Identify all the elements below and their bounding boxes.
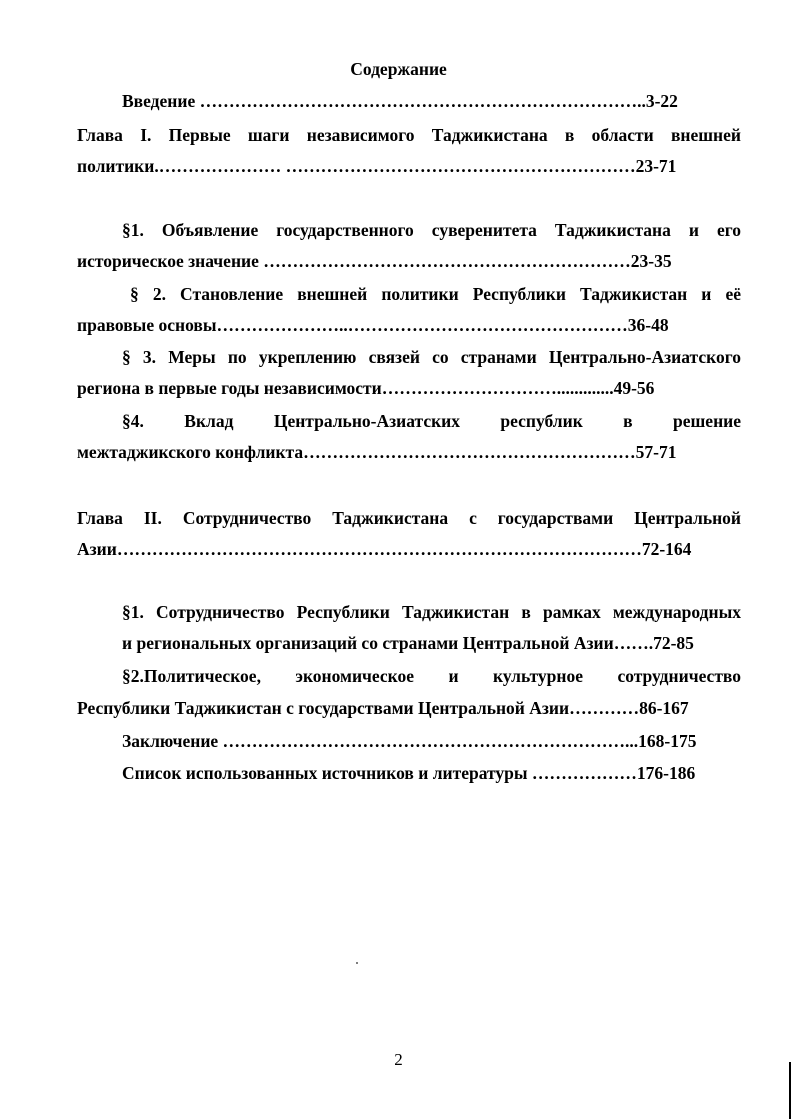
toc-chapter1-line2: политики.………………… ……………………………………………………23-71 [77, 156, 677, 176]
toc-ch1-section1-line2: историческое значение ………………………………………………………23-35 [77, 251, 672, 271]
toc-ch1-section2-line1: § 2. Становление внешней политики Республики Таджикистан и её [130, 284, 741, 304]
scan-speck [356, 962, 358, 964]
toc-ch2-section1-line1: §1. Сотрудничество Республики Таджикистан в рамках международных [122, 602, 741, 622]
scan-margin-line [789, 1062, 791, 1119]
page-title: Содержание [350, 59, 447, 79]
toc-ch2-section1-line2: и региональных организаций со странами Центральной Азии…….72-85 [122, 633, 694, 653]
toc-ch1-section4-line1: §4. Вклад Центрально-Азиатских республик в решение [122, 411, 741, 431]
toc-ch1-section3-line1: § 3. Меры по укреплению связей со странами Центрально-Азиатского [122, 347, 741, 367]
toc-ch2-section2-line1: §2.Политическое, экономическое и культурное сотрудничество [122, 666, 741, 686]
toc-conclusion: Заключение ……………………………………………………………...168-175 [122, 731, 697, 751]
page-number: 2 [394, 1050, 403, 1069]
toc-ch1-section3-line2: региона в первые годы независимости………………………….............49-56 [77, 378, 655, 398]
toc-chapter2-line2: Азии………………………………………………………………………………72-164 [77, 539, 692, 559]
toc-ch1-section1-line1: §1. Объявление государственного суверенитета Таджикистана и его [122, 220, 741, 240]
toc-sources: Список использованных источников и литературы ………………176-186 [122, 763, 696, 783]
toc-ch1-section2-line2: правовые основы…………………..…………………………………………36-48 [77, 315, 669, 335]
toc-intro: Введение …………………………………………………………………..3-22 [122, 91, 678, 111]
toc-chapter2-line1: Глава II. Сотрудничество Таджикистана с государствами Центральной [77, 508, 741, 528]
toc-chapter1-line1: Глава I. Первые шаги независимого Таджикистана в области внешней [77, 125, 741, 145]
toc-ch2-section2-line2: Республики Таджикистан с государствами Центральной Азии…………86-167 [77, 698, 689, 718]
toc-ch1-section4-line2: межтаджикского конфликта…………………………………………………57-71 [77, 442, 677, 462]
